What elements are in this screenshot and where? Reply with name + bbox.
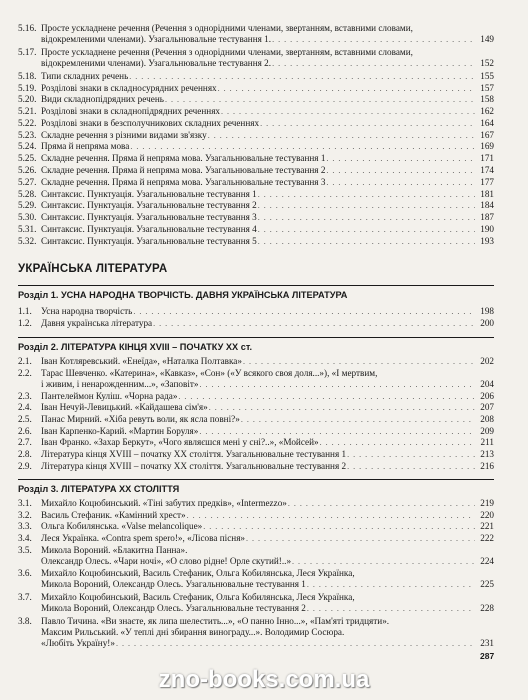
dot-leader (260, 120, 475, 128)
entry-title-line: Синтаксис. Пунктуація. Узагальнювальне тестування 3 (41, 212, 257, 222)
dot-leader (258, 191, 475, 199)
toc-entry (18, 307, 494, 318)
toc-entry (18, 24, 494, 46)
dot-leader (165, 96, 475, 104)
dot-leader (208, 132, 475, 140)
entry-page-number: 174 (480, 165, 494, 175)
entry-title-line: Складне речення. Пряма й непряма мова. Узагальнювальне тестування 1 (41, 153, 326, 163)
dot-leader (272, 36, 475, 44)
entry-number: 2.1. (18, 356, 32, 366)
entry-page-number: 202 (480, 356, 494, 366)
entry-title-line: Складне речення з різними видами зв'язку (41, 130, 207, 140)
entry-title-line: Просте ускладнене речення (Речення з однорідними членами, звертанням, вставними словами, (41, 23, 413, 33)
dot-leader (292, 558, 475, 566)
entry-title-line: Микола Вороний. «Блакитна Панна». (41, 545, 188, 555)
entry-title-line: Синтаксис. Пунктуація. Узагальнювальне тестування 1 (41, 189, 257, 199)
entry-page-number: 169 (480, 141, 494, 151)
section-title: УКРАЇНСЬКА ЛІТЕРАТУРА (18, 263, 168, 275)
toc-entry (18, 522, 494, 533)
toc-entry (18, 119, 494, 130)
dot-leader (116, 640, 475, 648)
entry-page-number: 181 (480, 189, 494, 199)
entry-title-line: Складне речення. Пряма й непряма мова. Узагальнювальне тестування 2 (41, 165, 326, 175)
dot-leader (258, 238, 475, 246)
toc-entry (18, 403, 494, 414)
entry-page-number: 220 (480, 510, 494, 520)
entry-number: 5.24. (18, 141, 37, 151)
dot-leader (272, 60, 475, 68)
entry-page-number: 228 (480, 603, 494, 614)
entry-number: 5.16. (18, 23, 37, 33)
entry-number: 2.9. (18, 461, 32, 471)
toc-entry (18, 499, 494, 510)
entry-number: 1.1. (18, 306, 32, 316)
dot-leader (258, 226, 475, 234)
entry-number: 5.29. (18, 200, 37, 210)
dot-leader (209, 404, 475, 412)
entry-title-line: Синтаксис. Пунктуація. Узагальнювальне тестування 5 (41, 236, 257, 246)
entry-number: 2.3. (18, 391, 32, 401)
entry-title-line: Микола Вороний, Олександр Олесь. Узагальнювальне тестування 2 (41, 603, 306, 614)
entry-page-number: 164 (480, 118, 494, 128)
toc-entry (18, 72, 494, 83)
entry-page-number: 222 (480, 533, 494, 543)
entry-page-number: 155 (480, 71, 494, 81)
entry-title-line: Ольга Кобилянська. «Valse melancolique» (41, 521, 203, 531)
entry-page-number: 167 (480, 130, 494, 140)
toc-entry (18, 319, 494, 330)
entry-title-line: Панас Мирний. «Хіба ревуть воли, як ясла повні?» (41, 414, 240, 424)
dot-leader (307, 581, 475, 589)
entry-page-number: 157 (480, 83, 494, 93)
toc-entry (18, 154, 494, 165)
entry-page-number: 208 (480, 414, 494, 424)
part2-rule (18, 337, 494, 338)
entry-title-line: Розділові знаки в складнопідрядних реченнях (41, 106, 221, 116)
entry-title-line: Іван Карпенко-Карий. «Мартин Боруля» (41, 426, 199, 436)
part1-heading: Розділ 1. УСНА НАРОДНА ТВОРЧІСТЬ. ДАВНЯ УКРАЇНСЬКА ЛІТЕРАТУРА (18, 290, 348, 300)
entry-title-line: Типи складних речень (41, 71, 129, 81)
dot-leader (320, 439, 475, 447)
entry-title-line: Микола Вороний, Олександр Олесь. Узагальнювальне тестування 1 (41, 579, 306, 590)
entry-page-number: 221 (480, 521, 494, 531)
part3-rule (18, 479, 494, 480)
entry-title-line: Література кінця XVIII – початку XX століття. Узагальнювальне тестування 2 (41, 461, 347, 471)
entry-title-line: Давня українська література (41, 318, 153, 328)
entry-page-number: 200 (480, 318, 494, 328)
toc-entry (18, 593, 494, 615)
entry-number: 5.28. (18, 189, 37, 199)
entry-title-line: Максим Рильський. «У теплі дні збирання винограду...». Володимир Сосюра. (41, 627, 345, 638)
entry-page-number: 149 (480, 34, 494, 45)
entry-page-number: 193 (480, 236, 494, 246)
toc-entry (18, 357, 494, 368)
dot-leader (199, 428, 475, 436)
entry-number: 5.17. (18, 47, 37, 57)
entry-page-number: 152 (480, 58, 494, 69)
entry-number: 3.5. (18, 545, 32, 555)
dot-leader (347, 463, 475, 471)
dot-leader (133, 308, 475, 316)
entry-title-line: Іван Франко. «Захар Беркут», «Чого являєшся мені у сні?..», «Мойсей» (41, 437, 319, 447)
entry-page-number: 216 (480, 461, 494, 471)
dot-leader (153, 320, 475, 328)
toc-entry (18, 225, 494, 236)
dot-leader (326, 167, 475, 175)
dot-leader (307, 605, 475, 613)
dot-leader (326, 155, 475, 163)
entry-number: 2.6. (18, 426, 32, 436)
toc-entry (18, 213, 494, 224)
entry-number: 2.2. (18, 368, 32, 378)
entry-title-line: Складне речення. Пряма й непряма мова. Узагальнювальне тестування 3 (41, 177, 326, 187)
entry-title-line: Іван Нечуй-Левицький. «Кайдашева сім'я» (41, 402, 208, 412)
entry-title-line: Пряма й непряма мова (41, 141, 130, 151)
entry-title-line: відокремленими членами). Узагальнювальне тестування 2. (41, 58, 272, 69)
dot-leader (218, 85, 475, 93)
entry-page-number: 209 (480, 426, 494, 436)
entry-page-number: 224 (480, 556, 494, 567)
entry-page-number: 171 (480, 153, 494, 163)
entry-title-line: Михайло Коцюбинський, Василь Стефаник, Ольга Кобилянська, Леся Українка, (41, 592, 355, 602)
entry-number: 3.3. (18, 521, 32, 531)
entry-number: 5.31. (18, 224, 37, 234)
entry-title-line: Просте ускладнене речення (Речення з однорідними членами, звертанням, вставними словами, (41, 47, 413, 57)
part3-heading: Розділ 3. ЛІТЕРАТУРА XX СТОЛІТТЯ (18, 484, 180, 494)
toc-entry (18, 450, 494, 461)
dot-leader (347, 451, 475, 459)
entry-page-number: 211 (480, 437, 494, 447)
entry-number: 3.6. (18, 568, 32, 578)
entry-title-line: Олександр Олесь. «Чари ночі», «О слово рідне! Орле скутий!..» (41, 556, 292, 567)
entry-number: 3.7. (18, 592, 32, 602)
entry-title-line: Синтаксис. Пунктуація. Узагальнювальне тестування 4 (41, 224, 257, 234)
entry-page-number: 158 (480, 94, 494, 104)
entry-number: 5.18. (18, 71, 37, 81)
dot-leader (130, 143, 475, 151)
entry-number: 2.5. (18, 414, 32, 424)
part2-heading: Розділ 2. ЛІТЕРАТУРА КІНЦЯ XVIII – ПОЧАТКУ XX ст. (18, 342, 253, 352)
entry-number: 3.1. (18, 498, 32, 508)
dot-leader (326, 179, 475, 187)
toc-entry (18, 178, 494, 189)
entry-title-line: Усна народна творчість (41, 306, 133, 316)
entry-number: 5.25. (18, 153, 37, 163)
entry-page-number: 177 (480, 177, 494, 187)
toc-entry (18, 415, 494, 426)
entry-page-number: 187 (480, 212, 494, 222)
toc-entry (18, 166, 494, 177)
toc-entry (18, 546, 494, 568)
dot-leader (129, 73, 475, 81)
entry-number: 2.7. (18, 437, 32, 447)
dot-leader (187, 512, 475, 520)
dot-leader (203, 523, 475, 531)
entry-page-number: 162 (480, 106, 494, 116)
entry-number: 5.26. (18, 165, 37, 175)
entry-number: 3.2. (18, 510, 32, 520)
entry-page-number: 225 (480, 579, 494, 590)
toc-entry (18, 107, 494, 118)
toc-entry (18, 142, 494, 153)
entry-title-line: Розділові знаки в складносурядних реченнях (41, 83, 217, 93)
entry-number: 5.22. (18, 118, 37, 128)
entry-title-line: і живим, і ненарожденним...», «Заповіт» (41, 379, 199, 390)
dot-leader (241, 416, 475, 424)
entry-title-line: Синтаксис. Пунктуація. Узагальнювальне тестування 2 (41, 200, 257, 210)
entry-page-number: 198 (480, 306, 494, 316)
entry-page-number: 207 (480, 402, 494, 412)
entry-page-number: 190 (480, 224, 494, 234)
toc-entry (18, 617, 494, 651)
entry-number: 5.27. (18, 177, 37, 187)
toc-entry (18, 201, 494, 212)
entry-page-number: 184 (480, 200, 494, 210)
toc-entry (18, 462, 494, 473)
toc-entry (18, 534, 494, 545)
toc-entry (18, 369, 494, 391)
entry-title-line: Іван Котляревський. «Енеїда», «Наталка Полтавка» (41, 356, 242, 366)
dot-leader (246, 535, 475, 543)
entry-page-number: 204 (480, 379, 494, 390)
dot-leader (199, 381, 475, 389)
entry-title-line: Василь Стефаник. «Камінний хрест» (41, 510, 186, 520)
part1-rule (18, 285, 494, 286)
dot-leader (221, 108, 475, 116)
toc-entry (18, 95, 494, 106)
entry-number: 3.8. (18, 616, 32, 626)
entry-number: 2.4. (18, 402, 32, 412)
entry-title-line: Павло Тичина. «Ви знаєте, як липа шелестить...», «О панно Інно...», «Пам'яті тридцяти». (41, 616, 390, 626)
entry-number: 5.21. (18, 106, 37, 116)
toc-entry (18, 237, 494, 248)
entry-title-line: Леся Українка. «Contra spem spero!», «Лісова пісня» (41, 533, 246, 543)
entry-number: 5.19. (18, 83, 37, 93)
entry-number: 5.30. (18, 212, 37, 222)
entry-page-number: 213 (480, 449, 494, 459)
entry-title-line: Література кінця XVIII – початку XX століття. Узагальнювальне тестування 1 (41, 449, 347, 459)
watermark-text: zno-books.com.ua (158, 666, 370, 693)
entry-title-line: Михайло Коцюбинський, Василь Стефаник, Ольга Кобилянська, Леся Українка, (41, 568, 355, 578)
entry-number: 3.4. (18, 533, 32, 543)
page-number: 287 (480, 651, 495, 661)
entry-number: 5.23. (18, 130, 37, 140)
dot-leader (243, 358, 475, 366)
entry-title-line: Михайло Коцюбинський. «Тіні забутих предків», «Intermezzo» (41, 498, 287, 508)
toc-entry (18, 569, 494, 591)
entry-page-number: 219 (480, 498, 494, 508)
dot-leader (288, 500, 475, 508)
dot-leader (258, 214, 475, 222)
entry-number: 5.20. (18, 94, 37, 104)
entry-title-line: Пантелеймон Куліш. «Чорна рада» (41, 391, 178, 401)
dot-leader (258, 202, 475, 210)
entry-title-line: «Любіть Україну!» (41, 638, 115, 649)
dot-leader (178, 393, 475, 401)
toc-entry (18, 48, 494, 70)
entry-title-line: Види складнопідрядних речень (41, 94, 164, 104)
entry-number: 2.8. (18, 449, 32, 459)
entry-page-number: 206 (480, 391, 494, 401)
entry-title-line: Тарас Шевченко. «Катерина», «Кавказ», «Сон» («У всякого своя доля...»), «І мертвим, (41, 368, 378, 378)
entry-number: 5.32. (18, 236, 37, 246)
entry-number: 1.2. (18, 318, 32, 328)
toc-entry (18, 438, 494, 449)
entry-title-line: відокремленими членами). Узагальнювальне тестування 1. (41, 34, 272, 45)
entry-title-line: Розділові знаки в безсполучникових складних реченнях (41, 118, 260, 128)
entry-page-number: 231 (480, 638, 494, 649)
